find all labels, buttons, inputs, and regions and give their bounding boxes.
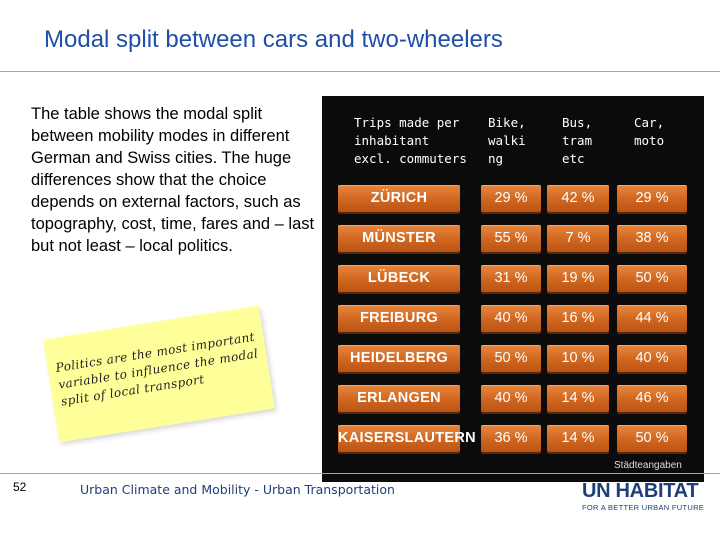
bus-share: 10 % [547, 345, 609, 372]
city-name: ZÜRICH [338, 185, 460, 212]
intro-paragraph: The table shows the modal split between mobility modes in different German and Swiss cities. The huge differences show that the choice depends on external factors, such as topography, cost, time, fares and – last but not least – local politics. [31, 105, 315, 255]
footer-divider [0, 473, 720, 474]
bike-share: 40 % [481, 385, 541, 412]
header-trips: Trips made per inhabitant excl. commuters [354, 115, 467, 166]
city-name: KAISERSLAUTERN [338, 425, 460, 452]
city-name: FREIBURG [338, 305, 460, 332]
slide-title: Modal split between cars and two-wheelers [44, 26, 503, 53]
table-row [322, 345, 704, 385]
bus-share: 7 % [547, 225, 609, 252]
table-row [322, 225, 704, 265]
page-number: 52 [13, 480, 27, 494]
city-name: HEIDELBERG [338, 345, 460, 372]
car-share: 44 % [617, 305, 687, 332]
table-row [322, 185, 704, 225]
table-row [322, 425, 704, 465]
car-share: 50 % [617, 265, 687, 292]
logo-wordmark: UN HABITAT [582, 480, 699, 502]
modal-split-table [322, 96, 704, 482]
bike-share: 29 % [481, 185, 541, 212]
bus-share: 14 % [547, 425, 609, 452]
table-row [322, 385, 704, 425]
sticky-note-text: Politics are the most important variable to influence the modal split of local transport [54, 329, 260, 409]
table-row [322, 265, 704, 305]
car-share: 50 % [617, 425, 687, 452]
bus-share: 14 % [547, 385, 609, 412]
bike-share: 31 % [481, 265, 541, 292]
bike-share: 40 % [481, 305, 541, 332]
bus-share: 16 % [547, 305, 609, 332]
bike-share: 50 % [481, 345, 541, 372]
car-share: 29 % [617, 185, 687, 212]
header-car: Car, moto [634, 115, 665, 148]
header-bike: Bike, walki ng [488, 115, 526, 166]
title-divider [0, 71, 720, 72]
bus-share: 19 % [547, 265, 609, 292]
bus-share: 42 % [547, 185, 609, 212]
car-share: 46 % [617, 385, 687, 412]
city-name: LÜBECK [338, 265, 460, 292]
car-share: 38 % [617, 225, 687, 252]
car-share: 40 % [617, 345, 687, 372]
city-name: MÜNSTER [338, 225, 460, 252]
bike-share: 36 % [481, 425, 541, 452]
bike-share: 55 % [481, 225, 541, 252]
table-source: Städteangaben [614, 460, 682, 471]
table-row [322, 305, 704, 345]
city-name: ERLANGEN [338, 385, 460, 412]
footer-text: Urban Climate and Mobility - Urban Transportation [80, 482, 395, 497]
header-bus: Bus, tram etc [562, 115, 593, 166]
un-habitat-logo [582, 481, 714, 512]
sticky-note [43, 306, 275, 443]
logo-tagline: FOR A BETTER URBAN FUTURE [582, 503, 705, 512]
